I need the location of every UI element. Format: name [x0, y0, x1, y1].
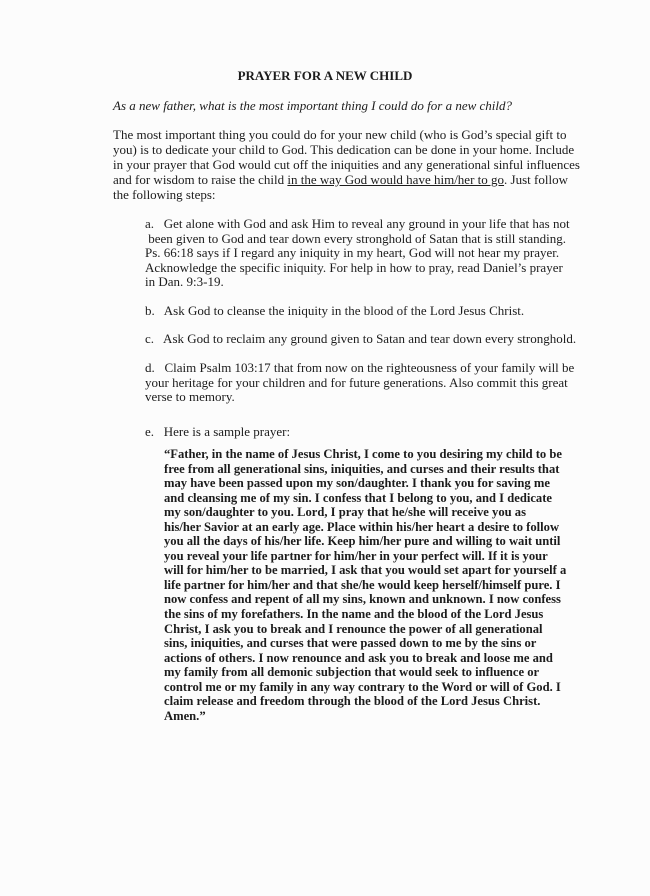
step-line: verse to memory. — [145, 389, 235, 405]
step-line: Ps. 66:18 says if I regard any iniquity in my heart, God will not hear my prayer. — [145, 245, 560, 261]
step-line: a. Get alone with God and ask Him to reveal any ground in your life that has not — [145, 216, 570, 231]
step-line: c. Ask God to reclaim any ground given to Satan and tear down every stronghold. — [145, 331, 577, 346]
step-e — [145, 425, 290, 440]
prayer-line: control me or my family in any way contrary to the Word or will of God. I — [164, 679, 561, 694]
prayer-line: claim release and freedom through the blood of the Lord Jesus Christ. — [164, 694, 541, 709]
prayer-line: actions of others. I now renounce and ask you to break and loose me and — [164, 650, 553, 665]
prayer-line: you reveal your life partner for him/her in your perfect will. If it is your — [164, 548, 548, 563]
step-line: Acknowledge the specific iniquity. For help in how to pray, read Daniel’s prayer — [145, 259, 563, 275]
prayer-line: life partner for him/her and that she/he would keep herself/himself pure. I — [164, 577, 561, 592]
underlined-phrase: in the way God would have him/her to go — [287, 172, 505, 187]
step-line: d. Claim Psalm 103:17 that from now on the righteousness of your family will be — [145, 360, 575, 375]
prayer-line: you all the days of his/her life. Keep him/her pure and willing to wait until — [164, 534, 561, 549]
prayer-line: may have been passed upon my son/daughter. I thank you for saving me — [164, 476, 550, 491]
intro-line — [113, 172, 580, 187]
prayer-line: the sins of my forefathers. In the name and the blood of the Lord Jesus — [164, 607, 544, 622]
intro-paragraph — [113, 127, 580, 202]
intro-line: The most important thing you could do for your new child (who is God’s special gift to — [113, 127, 567, 142]
prayer-line: his/her Savior at an early age. Place within his/her heart a desire to follow — [164, 519, 560, 534]
prayer-line: and cleansing me of my sin. I confess that I belong to you, and I dedicate — [164, 490, 552, 505]
step-b — [145, 304, 524, 319]
document-title: PRAYER FOR A NEW CHILD — [237, 68, 413, 83]
prayer-line: my family from all demonic subjection that would seek to influence or — [164, 665, 540, 680]
question: As a new father, what is the most important thing I could do for a new child? — [113, 98, 513, 113]
step-c — [145, 332, 576, 347]
sample-prayer — [164, 447, 566, 723]
prayer-line: free from all generational sins, iniquities, and curses and their results that — [164, 461, 560, 476]
step-line: your heritage for your children and for future generations. Also commit this great — [145, 374, 568, 390]
intro-line: you) is to dedicate your child to God. This dedication can be done in your home. Include — [113, 142, 575, 157]
step-line: in Dan. 9:3-19. — [145, 274, 224, 290]
prayer-line: “Father, in the name of Jesus Christ, I come to you desiring my child to be — [164, 447, 562, 461]
step-line: b. Ask God to cleanse the iniquity in the blood of the Lord Jesus Christ. — [145, 303, 525, 318]
step-line: been given to God and tear down every stronghold of Satan that is still standing. — [145, 230, 566, 246]
intro-line: in your prayer that God would cut off the iniquities and any generational sinful influences — [113, 157, 580, 172]
step-a — [145, 217, 570, 290]
prayer-line: my son/daughter to you. Lord, I pray that he/she will receive you as — [164, 505, 526, 520]
intro-text: . Just follow — [504, 172, 568, 187]
step-line: e. Here is a sample prayer: — [145, 424, 291, 439]
prayer-line: will for him/her to be married, I ask that you would set apart for yourself a — [164, 563, 567, 578]
intro-line: the following steps: — [113, 187, 216, 202]
intro-text: and for wisdom to raise the child — [113, 172, 288, 187]
prayer-line: Christ, I ask you to break and I renounce the power of all generational — [164, 621, 543, 636]
prayer-line: now confess and repent of all my sins, known and unknown. I now confess — [164, 592, 561, 607]
step-d — [145, 361, 574, 405]
prayer-line: sins, iniquities, and curses that were passed down to me by the sins or — [164, 636, 537, 651]
prayer-line: Amen.” — [164, 708, 206, 723]
